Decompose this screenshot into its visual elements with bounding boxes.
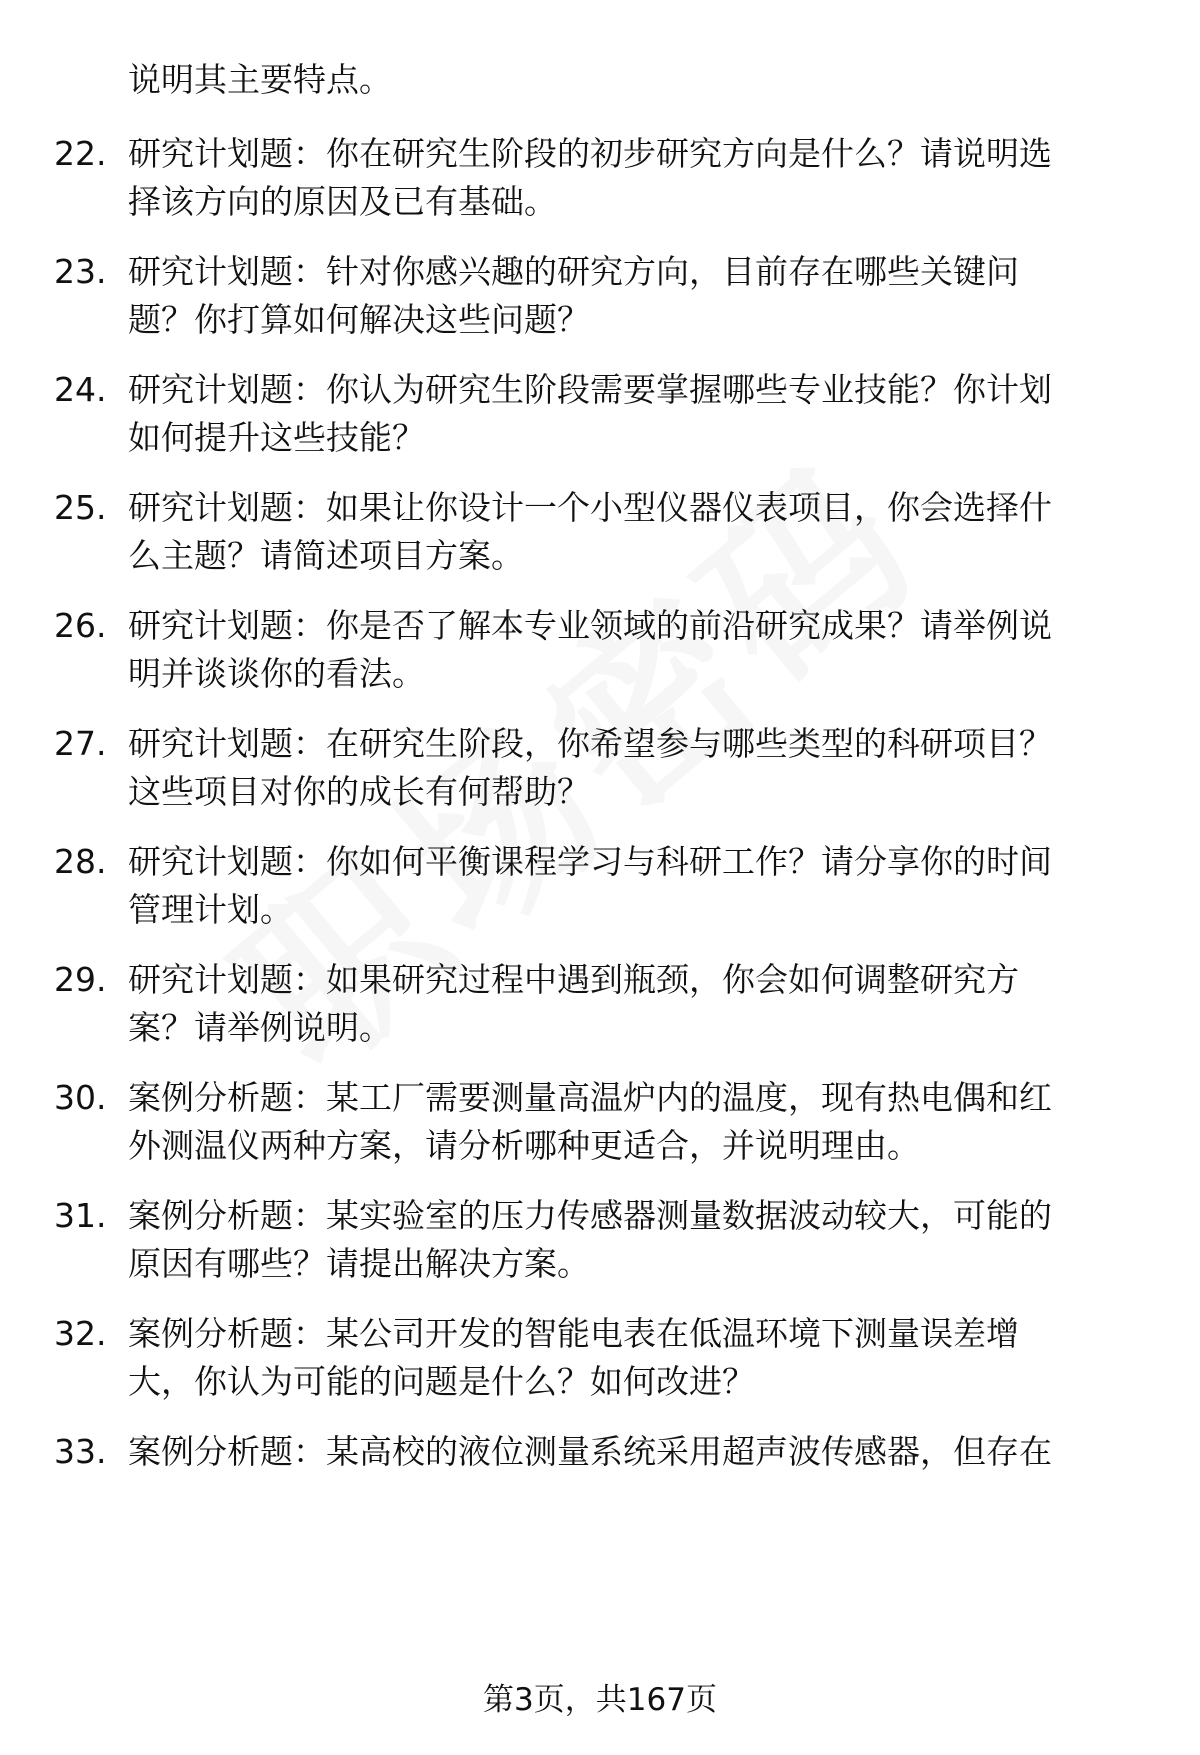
- question-text-line1: 研究计划题：你是否了解本专业领域的前沿研究成果？请举例说: [128, 606, 1052, 645]
- question-text-line1: 案例分析题：某公司开发的智能电表在低温环境下测量误差增: [128, 1314, 1019, 1353]
- question-text-line2: 明并谈谈你的看法。: [128, 654, 425, 693]
- question-item-28: [0, 838, 1200, 934]
- question-number: 32.: [54, 1314, 107, 1353]
- question-number: 23.: [54, 252, 107, 291]
- question-text-line1: 研究计划题：如果研究过程中遇到瓶颈，你会如何调整研究方: [128, 960, 1019, 999]
- question-number: 24.: [54, 370, 107, 409]
- question-item-31: [0, 1192, 1200, 1288]
- question-text-line2: 管理计划。: [128, 890, 293, 929]
- question-text-line1: 研究计划题：针对你感兴趣的研究方向，目前存在哪些关键问: [128, 252, 1019, 291]
- question-text-line2: 如何提升这些技能？: [128, 418, 425, 457]
- question-number: 30.: [54, 1078, 107, 1117]
- question-number: 31.: [54, 1196, 107, 1235]
- page-footer: 第3页，共167页: [483, 1682, 717, 1718]
- question-item-24: [0, 366, 1200, 462]
- question-item-30: [0, 1074, 1200, 1170]
- question-item-22: [0, 130, 1200, 226]
- question-text-line1: 研究计划题：你在研究生阶段的初步研究方向是什么？请说明选: [128, 134, 1052, 173]
- question-item-33: [0, 1428, 1200, 1476]
- question-text-line2: 择该方向的原因及已有基础。: [128, 182, 557, 221]
- question-text-line2: 题？你打算如何解决这些问题？: [128, 300, 590, 339]
- question-number: 29.: [54, 960, 107, 999]
- question-item-26: [0, 602, 1200, 698]
- question-text-line2: 案？请举例说明。: [128, 1008, 392, 1047]
- question-text-line2: 么主题？请简述项目方案。: [128, 536, 524, 575]
- question-item-23: [0, 248, 1200, 344]
- question-text-line2: 原因有哪些？请提出解决方案。: [128, 1244, 590, 1283]
- question-number: 26.: [54, 606, 107, 645]
- question-text-line2: 大，你认为可能的问题是什么？如何改进？: [128, 1362, 755, 1401]
- question-text-line2: 这些项目对你的成长有何帮助？: [128, 772, 590, 811]
- question-item-27: [0, 720, 1200, 816]
- question-text-line1: 研究计划题：你认为研究生阶段需要掌握哪些专业技能？你计划: [128, 370, 1052, 409]
- question-text-line2: 外测温仪两种方案，请分析哪种更适合，并说明理由。: [128, 1126, 920, 1165]
- question-item-32: [0, 1310, 1200, 1406]
- question-item-29: [0, 956, 1200, 1052]
- question-number: 27.: [54, 724, 107, 763]
- question-number: 28.: [54, 842, 107, 881]
- question-text-line1: 研究计划题：如果让你设计一个小型仪器仪表项目，你会选择什: [128, 488, 1052, 527]
- question-text-line1: 研究计划题：在研究生阶段，你希望参与哪些类型的科研项目？: [128, 724, 1052, 763]
- question-text-line1: 研究计划题：你如何平衡课程学习与科研工作？请分享你的时间: [128, 842, 1052, 881]
- question-text-line1: 案例分析题：某工厂需要测量高温炉内的温度，现有热电偶和红: [128, 1078, 1052, 1117]
- question-number: 25.: [54, 488, 107, 527]
- question-number: 22.: [54, 134, 107, 173]
- question-item-25: [0, 484, 1200, 580]
- question-text-line1: 案例分析题：某高校的液位测量系统采用超声波传感器，但存在: [128, 1432, 1052, 1471]
- continuation-text: 说明其主要特点。: [128, 60, 392, 99]
- question-number: 33.: [54, 1432, 107, 1471]
- question-text-line1: 案例分析题：某实验室的压力传感器测量数据波动较大，可能的: [128, 1196, 1052, 1235]
